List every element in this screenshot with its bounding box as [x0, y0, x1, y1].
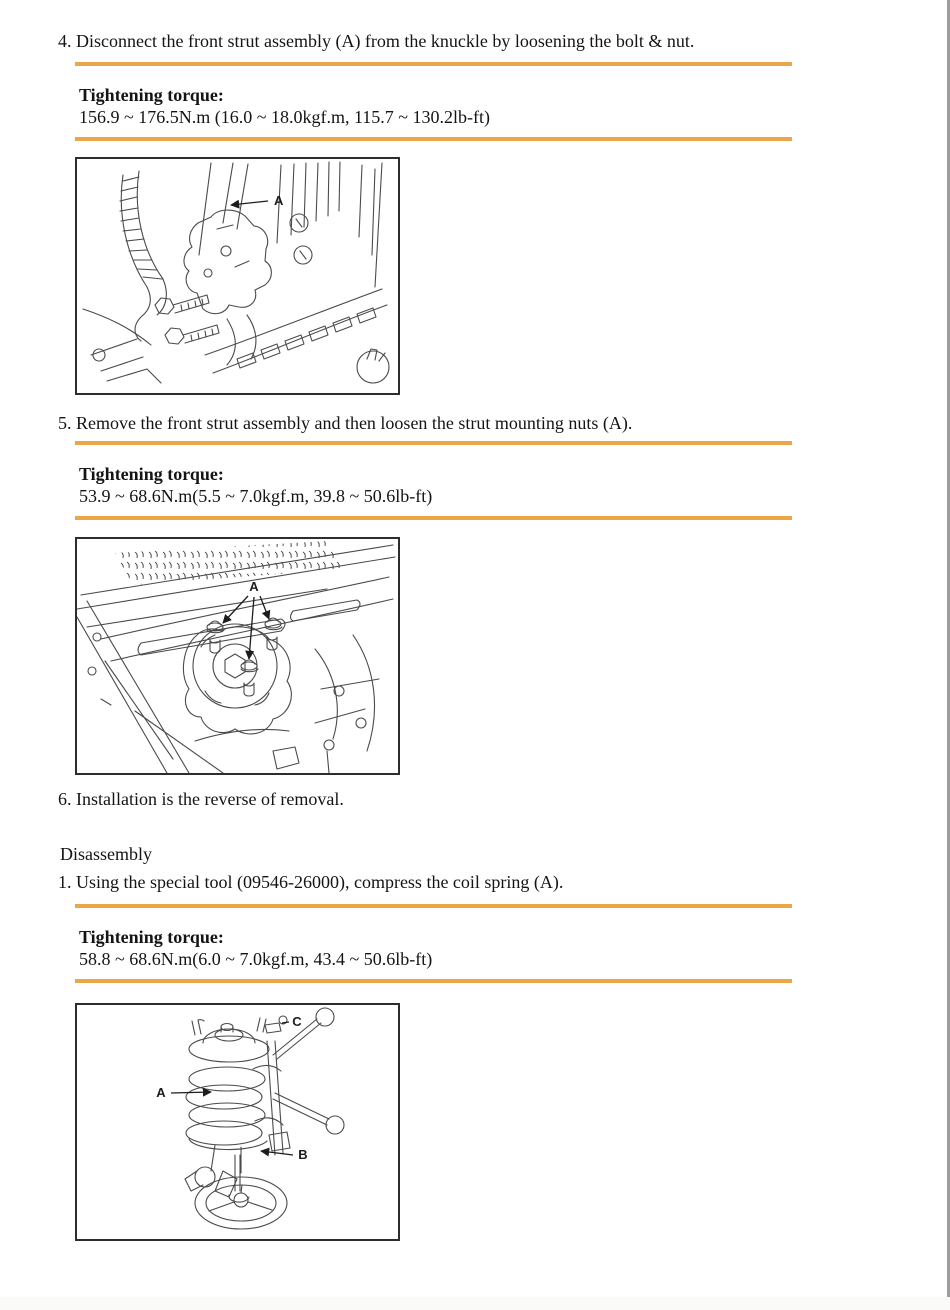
- accent-rule: [75, 904, 792, 908]
- callout-a-label: A: [249, 579, 259, 594]
- accent-rule: [75, 979, 792, 983]
- callout-a-label: A: [156, 1085, 166, 1100]
- step-number: 5.: [58, 413, 72, 433]
- torque-label: Tightening torque:: [79, 464, 224, 484]
- step-item-6: [58, 788, 344, 811]
- torque-value: 156.9 ~ 176.5N.m (16.0 ~ 18.0kgf.m, 115.7 ~ 130.2lb-ft): [79, 107, 491, 127]
- accent-rule: [75, 516, 792, 520]
- step-text: Remove the front strut assembly and then loosen the strut mounting nuts (A).: [76, 413, 633, 433]
- step-number: 6.: [58, 789, 72, 809]
- torque-label: Tightening torque:: [79, 927, 224, 947]
- figure-strut-mounting-nuts-illustration: [75, 537, 400, 775]
- torque-value: 58.8 ~ 68.6N.m(6.0 ~ 7.0kgf.m, 43.4 ~ 50.6lb-ft): [79, 949, 433, 969]
- spring-compressor-drawing: [77, 1005, 398, 1239]
- step-item-5: [58, 412, 632, 435]
- torque-spec-block-1: [75, 62, 792, 141]
- torque-value: 53.9 ~ 68.6N.m(5.5 ~ 7.0kgf.m, 39.8 ~ 50.6lb-ft): [79, 486, 433, 506]
- strut-mounting-nuts-drawing: [77, 539, 398, 773]
- figure-strut-knuckle-illustration: [75, 157, 400, 395]
- step-number: 1.: [58, 872, 72, 892]
- accent-rule: [75, 441, 792, 445]
- figure-spring-compressor-illustration: [75, 1003, 400, 1241]
- step-text: Installation is the reverse of removal.: [76, 789, 344, 809]
- callout-b-label: B: [298, 1147, 308, 1162]
- disassembly-heading: Disassembly: [60, 844, 152, 864]
- step-text: Using the special tool (09546-26000), compress the coil spring (A).: [76, 872, 564, 892]
- torque-spec-block-2: [75, 441, 792, 520]
- accent-rule: [75, 137, 792, 141]
- torque-spec-block-3: [75, 904, 792, 983]
- callout-a-label: A: [274, 193, 284, 208]
- callout-c-label: C: [292, 1014, 302, 1029]
- step-text: Disconnect the front strut assembly (A) from the knuckle by loosening the bolt & nut.: [76, 31, 695, 51]
- step-item-1-disassembly: [58, 871, 563, 894]
- torque-label: Tightening torque:: [79, 85, 224, 105]
- strut-knuckle-drawing: [77, 159, 398, 393]
- page-bottom-strip: [0, 1297, 950, 1310]
- accent-rule: [75, 62, 792, 66]
- step-item-4: [58, 30, 694, 53]
- step-number: 4.: [58, 31, 72, 51]
